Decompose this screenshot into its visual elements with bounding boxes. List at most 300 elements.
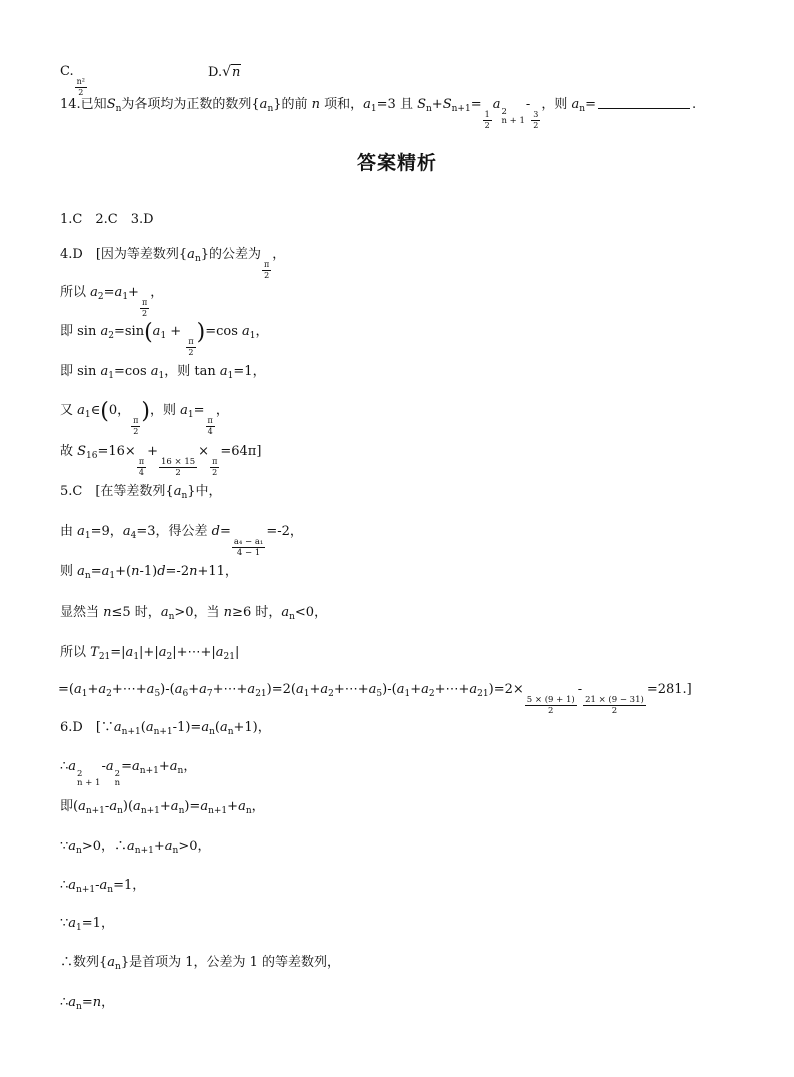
math-variable: a <box>68 759 77 774</box>
text-run: )-( <box>160 682 175 697</box>
text-run: =1， <box>233 364 266 379</box>
math-variable: a <box>180 403 188 418</box>
text-run: =( <box>58 682 74 697</box>
text-run: >0， <box>178 839 211 854</box>
text-run: ∴ <box>60 759 69 774</box>
text-run: + <box>159 799 171 814</box>
answer-line <box>60 401 229 437</box>
subscript: 21 <box>255 689 267 699</box>
text-run: + <box>128 285 139 300</box>
text-run: + <box>309 682 321 697</box>
math-variable: a <box>150 364 159 379</box>
subscript: 1 <box>81 689 88 699</box>
subscript: 1 <box>76 923 82 933</box>
sup-subscript <box>77 770 100 788</box>
answer-line <box>60 914 114 938</box>
math-variable: n <box>223 605 233 620</box>
text-run: +⋯+ <box>212 682 248 697</box>
math-variable: a <box>200 799 209 814</box>
math-variable: a <box>396 682 405 697</box>
subscript: n <box>114 778 121 788</box>
text-run: )( <box>122 799 134 814</box>
fraction-numerator: a₄ − a₁ <box>233 537 264 547</box>
text-run: ∵ <box>60 839 69 854</box>
text-run: + <box>87 682 99 697</box>
answer-line <box>60 797 265 821</box>
text-run: ， <box>215 403 229 418</box>
text-run: +⋯+ <box>434 682 470 697</box>
subscript: n <box>227 727 234 737</box>
text-run: ∴数列{ <box>60 955 108 970</box>
math-variable: n <box>189 564 198 579</box>
text-run: + <box>431 97 443 112</box>
math-variable: n <box>131 564 140 579</box>
fraction-numerator: π <box>188 337 194 346</box>
fraction <box>186 337 195 358</box>
subscript: n <box>76 1002 82 1012</box>
text-run: 故 <box>60 444 78 459</box>
math-variable: a <box>100 324 109 339</box>
answer-line <box>60 562 238 586</box>
subscript: n <box>115 962 121 972</box>
text-run: =64π] <box>220 444 262 459</box>
subscript: 2 <box>166 652 173 662</box>
answer-line <box>60 322 269 358</box>
subscript: 6 <box>182 689 189 699</box>
text-run: = <box>103 285 115 300</box>
subscript: 4 <box>130 531 137 541</box>
text-run: =1， <box>81 916 114 931</box>
math-variable: a <box>215 645 224 660</box>
math-variable: a <box>320 682 329 697</box>
text-run: }的前 <box>273 97 312 112</box>
math-variable: a <box>101 564 110 579</box>
math-variable: a <box>187 247 195 262</box>
text-run: ，则 tan <box>164 364 220 379</box>
text-run: -1) <box>139 564 158 579</box>
fraction <box>583 695 646 716</box>
subscript: n + 1 <box>501 116 525 126</box>
text-run: ( <box>214 720 220 735</box>
text-run: <0， <box>294 605 328 620</box>
answer-line <box>60 993 114 1017</box>
text-run: 14.已知 <box>60 97 107 112</box>
text-run: = <box>470 97 482 112</box>
math-variable: a <box>247 682 256 697</box>
text-run: )= <box>184 799 201 814</box>
text-run: | <box>234 645 240 660</box>
text-run: >0，当 <box>174 605 224 620</box>
text-run: 5.C [在等差数列{ <box>60 484 174 499</box>
text-run: + <box>227 799 239 814</box>
subscript: 1 <box>109 571 116 581</box>
math-variable: a <box>125 645 134 660</box>
fraction <box>140 298 149 319</box>
text-run: -1)= <box>172 720 202 735</box>
math-variable: n <box>311 97 321 112</box>
sup-subscript <box>115 770 120 788</box>
fraction <box>531 110 540 131</box>
text-run: =1， <box>113 878 146 893</box>
subscript: n <box>579 104 586 114</box>
superscript: 2 <box>501 107 507 117</box>
subscript: n+1 <box>76 885 96 895</box>
big-parenthesis: ) <box>141 399 150 424</box>
math-variable: a <box>164 839 173 854</box>
math-variable: a <box>152 324 161 339</box>
math-variable: a <box>146 682 155 697</box>
math-variable: a <box>368 682 377 697</box>
answer-line <box>60 603 327 627</box>
text-run: = <box>90 564 102 579</box>
text-run: +⋯+ <box>333 682 369 697</box>
math-variable: a <box>77 524 85 539</box>
radicand: n <box>232 65 241 80</box>
text-run: )=2× <box>488 682 524 697</box>
math-variable: a <box>132 759 140 774</box>
subscript: n <box>245 806 252 816</box>
text-run: ( <box>140 720 146 735</box>
fraction-numerator: π <box>138 457 145 466</box>
fraction <box>210 457 219 478</box>
fraction-denominator: 2 <box>142 309 148 318</box>
text-run: 显然当 <box>60 605 104 620</box>
answer-line <box>60 482 222 506</box>
text-run: + <box>158 759 170 774</box>
math-variable: d <box>211 524 220 539</box>
square-root <box>222 62 241 83</box>
math-variable: a <box>145 720 154 735</box>
math-variable: a <box>68 916 77 931</box>
subscript: 1 <box>227 371 234 381</box>
subscript: 1 <box>160 331 167 341</box>
subscript: 2 <box>328 689 334 699</box>
subscript: n <box>84 571 91 581</box>
subscript: n <box>117 806 123 816</box>
math-variable: a <box>174 682 183 697</box>
text-run: - <box>101 759 106 774</box>
text-run: × <box>198 444 210 459</box>
math-variable: a <box>114 285 123 300</box>
text-run: ， <box>251 799 265 814</box>
big-parenthesis: ( <box>144 320 153 345</box>
text-run: =9， <box>90 524 123 539</box>
fraction-denominator: 2 <box>484 121 490 130</box>
fraction-numerator: 16 × 15 <box>161 457 196 467</box>
answer-line <box>60 442 261 478</box>
text-run: ∈ <box>90 403 101 418</box>
fraction <box>159 457 197 478</box>
text-run: 即( <box>60 799 79 814</box>
text-run: ≥6 时， <box>232 605 282 620</box>
math-variable: a <box>421 682 429 697</box>
text-run: ≤5 时， <box>111 605 161 620</box>
math-variable: a <box>98 682 107 697</box>
option-d <box>208 62 241 83</box>
text-run: |+| <box>139 645 159 660</box>
fraction-numerator: 5 × (9 + 1) <box>526 695 575 705</box>
subscript: n <box>194 254 201 264</box>
subscript: n <box>168 612 175 622</box>
text-run: 又 <box>60 403 78 418</box>
answer-line <box>60 876 145 900</box>
subscript: n <box>172 846 179 856</box>
text-run: D. <box>208 65 223 80</box>
subscript: 2 <box>428 689 435 699</box>
fraction <box>206 416 215 437</box>
subscript: n+1 <box>140 806 160 816</box>
superscript: 2 <box>77 769 83 779</box>
fraction-denominator: 2 <box>212 468 218 477</box>
text-run: ， <box>101 995 115 1010</box>
subscript: 5 <box>376 689 383 699</box>
text-run: +11， <box>197 564 238 579</box>
subscript: 2 <box>106 689 112 699</box>
math-variable: T <box>90 645 99 660</box>
fraction-numerator: π <box>264 260 270 269</box>
math-variable: a <box>113 720 122 735</box>
answer-blank <box>598 96 690 109</box>
fraction <box>483 110 492 131</box>
math-variable: a <box>78 799 86 814</box>
fraction <box>262 260 271 281</box>
text-run: ∵ <box>60 916 69 931</box>
subscript: n <box>209 727 215 737</box>
math-variable: a <box>238 799 246 814</box>
math-variable: S <box>106 97 116 112</box>
fraction-numerator: π <box>207 416 213 425</box>
answer-line <box>60 362 266 386</box>
math-variable: a <box>90 285 98 300</box>
text-run: 所以 <box>60 645 91 660</box>
fraction-numerator: n² <box>76 77 85 86</box>
math-variable: a <box>242 324 250 339</box>
text-run: ，则 <box>150 403 181 418</box>
subscript: 16 <box>86 451 98 461</box>
text-run: =16× <box>97 444 136 459</box>
subscript: 1 <box>370 104 377 114</box>
text-run: = <box>121 759 133 774</box>
math-variable: n <box>103 605 112 620</box>
subscript: 2 <box>97 292 104 302</box>
math-variable: a <box>469 682 478 697</box>
subscript: 21 <box>477 689 489 699</box>
math-variable: a <box>105 759 114 774</box>
text-run: )=2( <box>266 682 296 697</box>
text-run: }的公差为 <box>200 247 262 262</box>
text-run: =-2 <box>165 564 190 579</box>
math-variable: a <box>77 403 85 418</box>
text-run: =sin <box>113 324 145 339</box>
math-variable: a <box>281 605 290 620</box>
subscript: 1 <box>84 531 91 541</box>
math-variable: a <box>173 484 182 499</box>
fraction <box>137 457 146 478</box>
text-run: 4.D [因为等差数列{ <box>60 247 188 262</box>
text-run: }是首项为 1，公差为 1 的等差数列， <box>120 955 341 970</box>
answer-line <box>60 210 154 230</box>
text-run: + <box>153 839 165 854</box>
math-variable: a <box>100 364 109 379</box>
text-run: =-2， <box>266 524 303 539</box>
math-variable: a <box>109 799 118 814</box>
subscript: 1 <box>249 331 256 341</box>
subscript: n+1 <box>208 806 228 816</box>
subscript: n <box>289 612 295 622</box>
subscript: 21 <box>98 652 111 662</box>
subscript: 1 <box>133 652 140 662</box>
math-variable: a <box>68 995 77 1010</box>
subscript: n+1 <box>451 104 471 114</box>
math-variable: S <box>417 97 426 112</box>
subscript: 7 <box>206 689 213 699</box>
math-variable: a <box>160 605 169 620</box>
subscript: 1 <box>187 410 194 420</box>
text-run: ∴ <box>60 878 69 893</box>
sup-subscript <box>501 108 524 126</box>
subscript: n <box>107 885 114 895</box>
math-variable: a <box>169 759 178 774</box>
fraction-numerator: 1 <box>484 110 490 119</box>
fraction-numerator: 3 <box>533 110 539 119</box>
text-run: = <box>219 524 231 539</box>
subscript: 1 <box>158 371 165 381</box>
text-run: 6.D [∵ <box>60 720 114 735</box>
fraction-numerator: π <box>133 416 139 425</box>
subscript: n <box>76 846 82 856</box>
text-run: ∴ <box>60 995 69 1010</box>
text-run: 由 <box>60 524 78 539</box>
text-run: = <box>81 995 93 1010</box>
subscript: n+1 <box>85 806 105 816</box>
subscript: n <box>177 766 184 776</box>
text-run: +⋯+ <box>111 682 147 697</box>
subscript: n+1 <box>121 727 141 737</box>
text-run: - <box>95 878 100 893</box>
subscript: n <box>178 806 185 816</box>
text-run: + <box>147 444 158 459</box>
math-variable: a <box>68 839 77 854</box>
math-variable: a <box>363 97 371 112</box>
subscript: 21 <box>223 652 235 662</box>
math-variable: S <box>77 444 87 459</box>
math-variable: a <box>122 524 131 539</box>
superscript: 2 <box>114 769 121 779</box>
subscript: n <box>115 104 122 114</box>
fraction-denominator: 2 <box>264 271 270 280</box>
subscript: 1 <box>84 410 91 420</box>
subscript: 1 <box>122 292 129 302</box>
fraction-denominator: 4 <box>207 427 213 436</box>
radical-sign: √ <box>222 64 232 80</box>
text-run: ， <box>183 759 197 774</box>
text-run: ， <box>272 247 286 262</box>
math-variable: a <box>77 564 85 579</box>
fraction-denominator: 2 <box>78 88 84 97</box>
fraction-denominator: 2 <box>611 706 618 716</box>
math-variable: a <box>133 799 141 814</box>
fraction <box>525 695 577 716</box>
math-variable: a <box>170 799 179 814</box>
text-run: ， <box>150 285 164 300</box>
subscript: n+1 <box>139 766 159 776</box>
subscript: n + 1 <box>77 778 101 788</box>
text-run: ，则 <box>541 97 572 112</box>
text-run: =281.] <box>646 682 692 697</box>
text-run: 即 sin <box>60 324 101 339</box>
big-parenthesis: ) <box>196 320 206 345</box>
text-run: ， <box>255 324 269 339</box>
text-run: }中， <box>187 484 222 499</box>
text-run: + <box>188 682 200 697</box>
math-variable: a <box>73 682 82 697</box>
math-variable: a <box>107 955 116 970</box>
text-run: 则 <box>60 564 78 579</box>
subscript: 1 <box>108 371 114 381</box>
text-run: = <box>585 97 596 112</box>
math-variable: a <box>571 97 580 112</box>
text-run: =3，得公差 <box>136 524 212 539</box>
answer-line <box>60 718 271 742</box>
fraction <box>131 416 140 437</box>
math-variable: d <box>157 564 166 579</box>
math-variable: a <box>259 97 268 112</box>
text-run: - <box>525 97 531 112</box>
math-variable: a <box>68 878 77 893</box>
text-run: 为各项均为正数的数列{ <box>121 97 260 112</box>
fraction-denominator: 2 <box>188 348 194 357</box>
subscript: 2 <box>108 331 114 341</box>
text-run: C. <box>60 64 74 79</box>
answer-line <box>60 757 196 788</box>
text-run: =cos <box>113 364 151 379</box>
text-run: )-( <box>382 682 397 697</box>
text-run: - <box>104 799 110 814</box>
math-variable: a <box>295 682 304 697</box>
fraction-numerator: π <box>141 298 148 307</box>
answer-line <box>58 680 692 716</box>
text-run: >0，∴ <box>81 839 128 854</box>
text-run: +( <box>115 564 132 579</box>
answer-line <box>60 283 163 319</box>
math-variable: a <box>201 720 210 735</box>
math-variable: a <box>219 720 228 735</box>
math-variable: a <box>219 364 228 379</box>
answer-line <box>60 522 303 558</box>
big-parenthesis: ( <box>100 399 109 424</box>
answer-line <box>60 953 340 977</box>
fraction-denominator: 2 <box>533 121 539 130</box>
subscript: n+1 <box>134 846 154 856</box>
fraction-numerator: 21 × (9 − 31) <box>585 695 644 705</box>
math-variable: S <box>442 97 452 112</box>
answer-line <box>60 837 211 861</box>
fraction-denominator: 2 <box>133 427 139 436</box>
math-variable: n <box>92 995 102 1010</box>
text-run: =cos <box>205 324 243 339</box>
text-run: +1)， <box>233 720 271 735</box>
text-run: 所以 <box>60 285 91 300</box>
math-variable: a <box>199 682 207 697</box>
subscript: n <box>267 104 274 114</box>
math-variable: a <box>127 839 135 854</box>
subscript: 1 <box>404 689 411 699</box>
answer-line <box>60 643 239 667</box>
math-variable: a <box>99 878 108 893</box>
text-run: =3 且 <box>376 97 418 112</box>
text-run: + <box>410 682 422 697</box>
text-run: =| <box>110 645 126 660</box>
